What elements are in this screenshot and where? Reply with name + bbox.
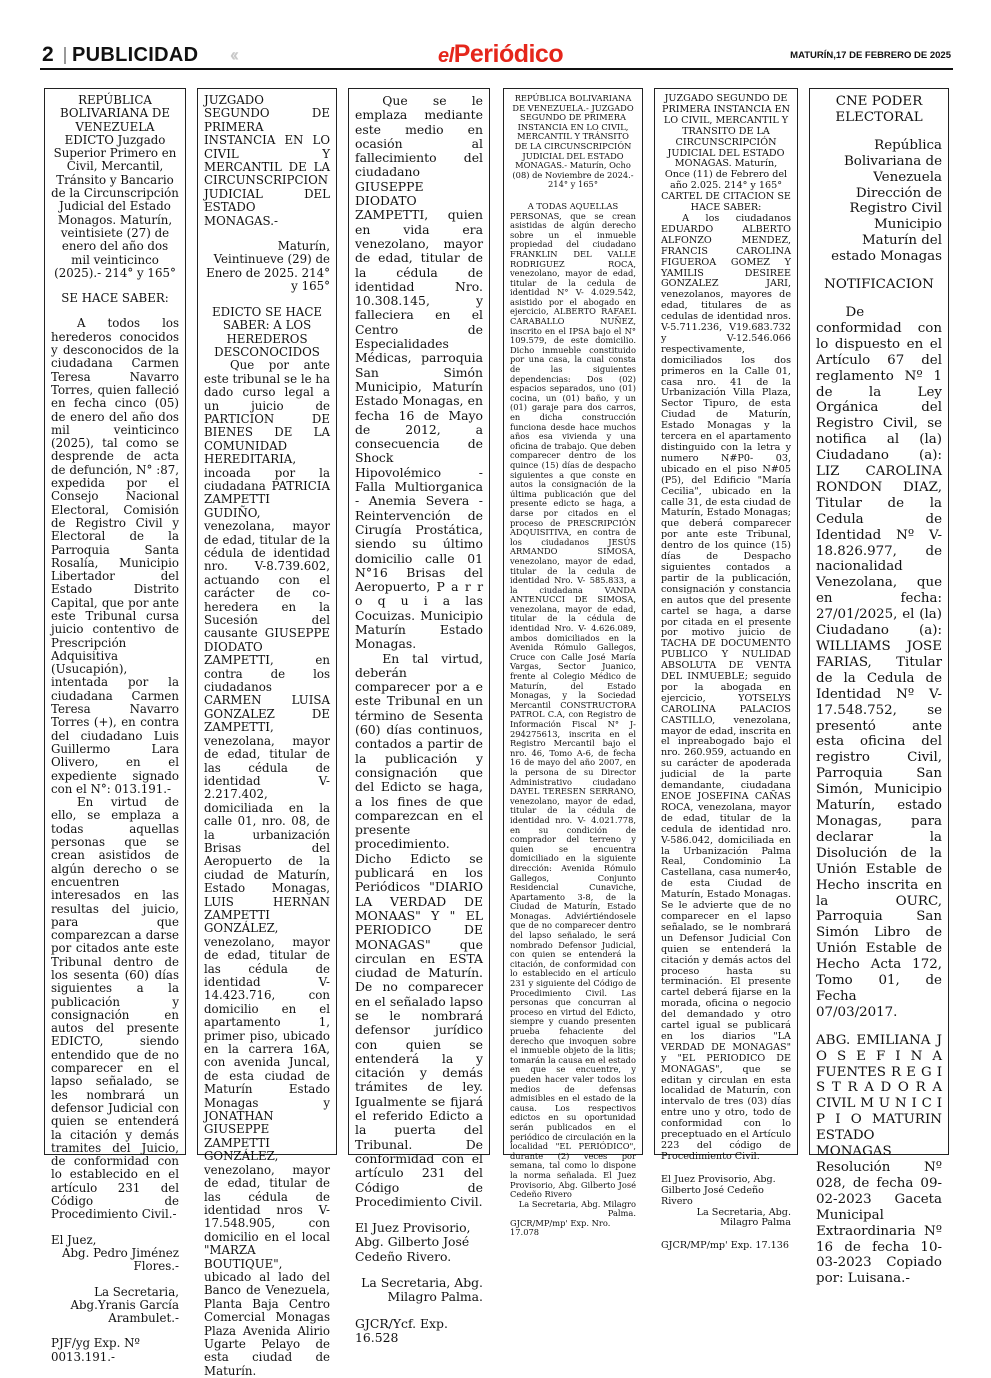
notice-paragraph: El Juez,: [51, 1232, 97, 1247]
notice-column-2: [197, 88, 337, 1378]
notice-paragraph: El Juez Provisorio, Abg. Gilberto José Cedeño Rivero.: [355, 1220, 471, 1264]
notice-paragraph: A los ciudadanos EDUARDO ALBERTO ALFONZO MENDEZ, FRANCIS CAROLINA FIGUEROA GOMEZ Y YAMILIS DESIREE GONZALEZ JARI, venezolanos, mayores de edad, titulares de as cedulas de identidad nros. V-5.711.236, V19.683.732 y V-12.546.066 respectivamente, domiciliados los dos primeros en la Calle 01, casa nro. 41 de la Urbanización Villa Plaza, Sector Tipuro, de esta Ciudad de Maturín, Estado Monagas y la tercera en el apartamento distinguido con la letra y numero N#P0- 03, ubicado en el piso N#05 (P5), del Edificio "María Cecilia", ubicado en la calle 31, de esta ciudad de Maturín, Estado Monagas; que deberá comparecer por ante este Tribunal, dentro de los quince (15) días de Despacho siguientes contados a partir de la publicación, consignación y constancia en autos que del presente cartel se haga, a darse por citada en el presente por motivo juicio de TACHA DE DOCUMENTO PUBLICO Y NULIDAD ABSOLUTA DE VENTA DEL INMUEBLE; seguido por la abogada en ejercicio, YOTSELYS CAROLINA PALACIOS CASTILLO, venezolana, mayor de edad, inscrita en el inpreabogado bajo el nro. 260.959, actuando en su carácter de apoderada judicial de la parte demandante, ciudadana ENOE JOSEFINA CAÑAS ROCA, venezolana, mayor de edad, titular de la cedula de identidad nro. V-586.042, domiciliada en la Urbanización Palma Real, Condominio La Castellana, casa numer4o, de esta Ciudad de Maturín, Estado Monagas. Se le advierte que de no comparecer en el lapso señalado, se le nombrará un Defensor Judicial Con quien se entenderá la citación y demás actos del proceso hasta su terminación. El presente cartel deberá fijarse en la morada, oficina o negocio del demandado y otro cartel igual se publicará en los diarios "LA VERDAD DE MONAGAS" y "EL PERIODICO DE MONAGAS", que se editan y circulan en esta localidad de Maturín, con intervalo de tres (03) días entre uno y otro, todo de conformidad con lo preceptuado en el Artículo 223 del código de Procedimiento Civil.: [661, 212, 791, 1162]
notice-paragraph: República Bolivariana de Venezuela Dirección de Registro Civil Municipio Maturín del estado Monagas: [831, 137, 942, 265]
notice-paragraph: La Secretaria, Abg. Milagro Palma.: [361, 1275, 483, 1305]
notice-paragraph: GJCR/MP/mp' Exp. Nro. 17.078: [510, 1217, 611, 1238]
notice-column-3: [348, 88, 490, 1345]
notice-paragraph: PERSONAS, que se crean asistidas de algún derecho sobre un el inmueble propiedad del ciudadano FRANKLIN DEL VALLE RODRIGUEZ ROCA, venezolano, mayor de edad, titular de la cedula de identidad N° V- 4.029.542, asistido por el abogado en ejercicio, ALBERTO RAFAEL CARABALLO NUÑEZ, inscrito en el IPSA bajo el N° 109.579, de este domicilio. Dicho inmueble constituido por una casa, la cual consta de las siguientes dependencias: Dos (02) espacios separados, uno (01) cocina, un (01) baño, y un (01) garaje para dos carros, en dicha construcción funciona desde hace muchos años esa vivienda y una oficina de trabajo. Que deben comparecer dentro de los quince (15) días de despacho siguientes a que conste en autos la consignación de la última publicación que del presente edicto se haga, a darse por citados en el proceso de PRESCRIPCIÓN ADQUISITIVA, en contra de los ciudadanos JESÚS ARMANDO SIMOSA, venezolano, mayor de edad, titular de la cedula de identidad Nro. V- 585.833, a la ciudadana VANDA ANTENUCCI DE SIMOSA, venezolana, mayor de edad, titular de la cédula de identidad Nro. V- 4.626.089, ambos domiciliados en la Avenida Rómulo Gallegos, Cruce con Calle José María Vargas, Sector Juanico, frente al Colegio Médico de Maturín, del Estado Monagas, y la Sociedad Mercantil CONSTRUCTORA PATROL C.A, con Registro de Información Fiscal N° J-294275613, inscrita en el Registro Mercantil bajo el nro. 46, Tomo A-6, de fecha 16 de mayo del año 2007, en la persona de su Director Administrativo ciudadano DAYEL TERESEN SERRANO, venezolano, mayor de edad, titular de la cédula de identidad nro. V- 4.021.778, en su condición de comprador del terreno y quien se encuentra domiciliado en la siguiente dirección: Avenida Rómulo Gallegos, Conjunto Residencial Cunaviche, Apartamento 3-8, de la Ciudad de Maturín, Estado Monagas. Adviértiéndosele que de no comparecer dentro del lapso señalado, le será nombrado Defensor Judicial, con quien se entenderá la citación, de conformidad con lo establecido en el artículo 231 y siguiente del Código de Procedimiento Civil. Las personas que concurran al proceso en virtud del Edicto, siempre y cuando presenten prueba fehaciente del derecho que invoquen sobre el inmueble objeto de la litis; tomarán la causa en el estado en que se encuentre, y pueden hacer valer todos los medios de defensas admisibles en el estado de la causa. Los respectivos edictos en su oportunidad serán publicados en el periódico de circulación en la localidad "EL PERIÓDICO", durante (2) veces por semana, tal como lo dispone la norma señalada. El Juez Provisorio, Abg. Gilberto José Cedeño Rivero: [510, 210, 636, 1200]
page-header: [40, 40, 953, 70]
notice-column-1: [44, 88, 186, 1364]
notice-paragraph: CNE PODER ELECTORAL: [835, 94, 923, 125]
paragraph-spacer: [816, 265, 942, 277]
notice-paragraph: En virtud de ello, se emplaza a todas aquellas personas que se crean asistidos de algún derecho o se encuentren interesados en las resultas del juicio, para que comparezcan a darse por citados ante este Tribunal dentro de los sesenta (60) días siguientes a la publicación y consignación en autos del presente EDICTO, siendo entendido que de no comparecer en el lapso señalado, se les nombrará un defensor Judicial con quien se entenderá la citación y demás tramites del Juicio, de conformidad con lo establecido en el artículo 231 del Código de Procedimiento Civil.-: [51, 795, 179, 1222]
header-separator: [64, 47, 66, 64]
notice-paragraph: SE HACE SABER:: [61, 291, 169, 306]
notice-paragraph: GJCR/MP/mp' Exp. 17.136: [661, 1240, 789, 1252]
notice-column-6: [809, 88, 949, 1287]
notice-paragraph: NOTIFICACION: [824, 277, 934, 293]
notice-paragraph: EDICTO SE HACE SABER: A LOS HEREDEROS DESCONOCIDOS: [212, 304, 322, 359]
notice-paragraph: JUZGADO SEGUNDO DE PRIMERA INSTANCIA EN LO CIVIL Y MERCANTIL DE LA CIRCUNSCRIPCION JUDICIAL DEL ESTADO MONAGAS.-: [204, 93, 330, 228]
paragraph-spacer: [51, 1222, 179, 1234]
notice-paragraph: Abg. Pedro Jiménez Flores.-: [61, 1245, 179, 1274]
paragraph-spacer: [51, 1274, 179, 1286]
section-title: PUBLICIDAD: [72, 44, 199, 66]
notice-paragraph: La Secretaria, Abg. Milagro Palma: [696, 1206, 791, 1229]
notice-paragraph: GJCR/Ycf. Exp. 16.528: [355, 1315, 448, 1345]
notice-paragraph: A TODAS AQUELLAS: [527, 200, 619, 211]
logo-prefix: el: [438, 45, 454, 67]
notice-paragraph: La Secretaria, Abg. Milagro Palma.: [518, 1198, 636, 1219]
notice-column-4: [503, 88, 643, 1238]
notice-paragraph: El Juez Provisorio, Abg. Gilberto José Cedeño Rivero: [661, 1173, 776, 1207]
paragraph-spacer: [816, 126, 942, 138]
paragraph-spacer: [816, 293, 942, 305]
page-number: 2: [42, 43, 54, 66]
notice-paragraph: En tal virtud, deberán comparecer por a e este Tribunal en un término de Sesenta (60) días continuos, contados a partir de la publicación y consignación que del Edicto se haga, a los fines de que comparezcan en el presente procedimiento. Dicho Edicto se publicará en los Periódicos "DIARIO LA VERDAD DE MONAAS" Y " EL PERIODICO DE MONAGAS" que circulan en ESTA ciudad de Maturín. De no comparecer en el señalado lapso se le nombrará defensor jurídico con quien se entenderá la y citación y demás trámites de ley. Igualmente se fijará el referido Edicto a la puerta del Tribunal. De conformidad con el artículo 231 del Código de Procedimiento Civil.: [355, 650, 483, 1209]
logo-main: Periódico: [453, 40, 564, 68]
newspaper-logo: [438, 40, 563, 69]
notice-paragraph: La Secretaria, Abg.Yranis García Arambulet.-: [70, 1284, 179, 1326]
notice-column-5: [654, 88, 798, 1252]
paragraph-spacer: [355, 1305, 483, 1317]
notice-paragraph: Que se le emplaza mediante este medio en ocasión al fallecimiento del ciudadano GIUSEPPE DIODATO ZAMPETTI, quien en vida era venezolano, mayor de edad, titular de la cédula de identidad Nro. 10.308.145, y falleciera en el Centro de Especialidades Médicas, parroquia San Simón Municipio, Maturín Estado Monagas, en fecha 16 de Mayo de 2012, a consecuencia de Shock Hipovolémico - Falla Multiorganica - Anemia Severa - Reintervención de Cirugía Prostática, siendo su último domicilio calle 01 N°16 Brisas del Aeropuerto, P a r r o q u i a las Cocuizas. Municipio Maturín Estado Monagas.: [355, 93, 483, 652]
dateline: MATURÍN,17 DE FEBRERO DE 2025: [790, 50, 951, 61]
chevron-left-icon: ‹‹: [230, 45, 236, 65]
notice-paragraph: REPÚBLICA BOLIVARIANA DE VENEZUELA.- JUZGADO SEGUNDO DE PRIMERA INSTANCIA EN LO CIVIL, MERCANTIL Y TRÁNSITO DE LA CIRCUNSCRIPCIÓN JUDICIAL DEL ESTADO MONAGAS.- Maturín, Ocho (08) de Noviembre de 2024.- 214° y 165°: [512, 93, 634, 190]
paragraph-spacer: [816, 1021, 942, 1033]
notice-paragraph: De conformidad con lo dispuesto en el Artículo 67 del reglamento Nº 1 de la Ley Orgánica del Registro Civil, se notifica al (la) Ciudadano (a): LIZ CAROLINA RONDON DIAZ, Titular de la Cedula de Identidad Nº V-18.826.977, de nacionalidad Venezolana, que en fecha: 27/01/2025, el (la) Ciudadano (a): WILLIAMS JOSE FARIAS, Titular de la Cedula de Identidad Nº V-17.548.752, se presentó ante esta oficina del registro Civil, Parroquia San Simón, Municipio Maturín, estado Monagas, para declarar la Disolución de la Unión Estable de Hecho inscrita en la OURC, Parroquia San Simón Libro de Unión Estable de Hecho Acta 172, Tomo 01, de Fecha 07/03/2017.: [816, 304, 942, 1020]
notice-paragraph: Que por ante este tribunal se le ha dado curso legal a un juicio de PARTICION DE BIENES DE LA COMUNIDAD HEREDITARIA, incoada por la ciudadana PATRICIA ZAMPETTI GUDIÑO, venezolana, mayor de edad, titular de la cédula de identidad nro. V-8.739.602, actuando con el carácter de co-heredera en la Sucesión del causante GIUSEPPE DIODATO ZAMPETTI, en contra de los ciudadanos CARMEN LUISA GONZALEZ DE ZAMPETTI, venezolana, mayor de edad, titular de las cédula de identidad V-2.217.402, domiciliada en la calle 01, nro. 08, de la urbanización Brisas del Aeropuerto de la ciudad de Maturín, Estado Monagas, LUIS HERNAN ZAMPETTI GONZÁLEZ, venezolano, mayor de edad, titular de las cédula de identidad V-14.423.716, con domicilio en el apartamento 1, primer piso, ubicado en la carrera 16A, con avenida Juncal, de esta ciudad de Maturín Estado Monagas y JONATHAN GIUSEPPE ZAMPETTI GONZÁLEZ, venezolano, mayor de edad, titular de las cédula de identidad nros V-17.548.905, con domicilio en el local "MARZA BOUTIQUE", ubicado al lado del Banco de Venezuela, Planta Baja Centro Comercial Monagas Plaza Avenida Alirio Ugarte Pelayo de esta ciudad de Maturín.: [204, 358, 330, 1378]
notice-paragraph: JUZGADO SEGUNDO DE PRIMERA INSTANCIA EN LO CIVIL, MERCANTIL Y TRANSITO DE LA CIRCUNSCRIPCIÓN JUDICIAL DEL ESTADO MONAGAS. Maturín, Once (11) de Febrero del año 2.025. 214° y 165° CARTEL DE CITACION SE HACE SABER:: [661, 93, 791, 214]
paragraph-spacer: [661, 1163, 791, 1175]
notice-paragraph: PJF/yg Exp. Nº 0013.191.-: [51, 1336, 140, 1364]
notice-paragraph: ABG. EMILIANA J O S E F I N A FUENTES R E G I S T R A D O R A CIVIL M U N I C I P I O MATURIN ESTADO MONAGAS Resolución Nº 028, de fecha 09-02-2023 Gaceta Municipal Extraordinaria Nº 16 de fecha 10-03-2023 Copiado por: Luisana.-: [816, 1032, 942, 1287]
notice-paragraph: A todos los herederos conocidos y desconocidos de la ciudadana Carmen Teresa Navarro Torres, quien falleció en fecha cinco (05) de enero del año dos mil veinticinco (2025), tal como se desprende de acta de defunción, N° :87, expedida por el Consejo Nacional Electoral, Comisión de Registro Civil y Electoral de la Parroquia Santa Rosalía, Municipio Libertador del Estado Distrito Capital, que por ante este Tribunal cursa juicio contentivo de Prescripción Adquisitiva (Usucapión), intentada por la ciudadana Carmen Teresa Navarro Torres (+), en contra del ciudadano Luis Guillermo Lara Olivero, en el expediente signado con el N°: 013.191.-: [51, 316, 179, 796]
notice-paragraph: REPÚBLICA BOLIVARIANA DE VENEZUELA EDICTO Juzgado Superior Primero en Civil, Mercantil, Tránsito y Bancario de la Circunscripción Judicial del Estado Monagos. Maturín, veintisiete (27) de enero del año dos mil veinticinco (2025).- 214° y 165°: [51, 93, 179, 280]
notice-paragraph: Maturín, Veintinueve (29) de Enero de 2025. 214° y 165°: [206, 239, 330, 294]
paragraph-spacer: [204, 294, 330, 306]
